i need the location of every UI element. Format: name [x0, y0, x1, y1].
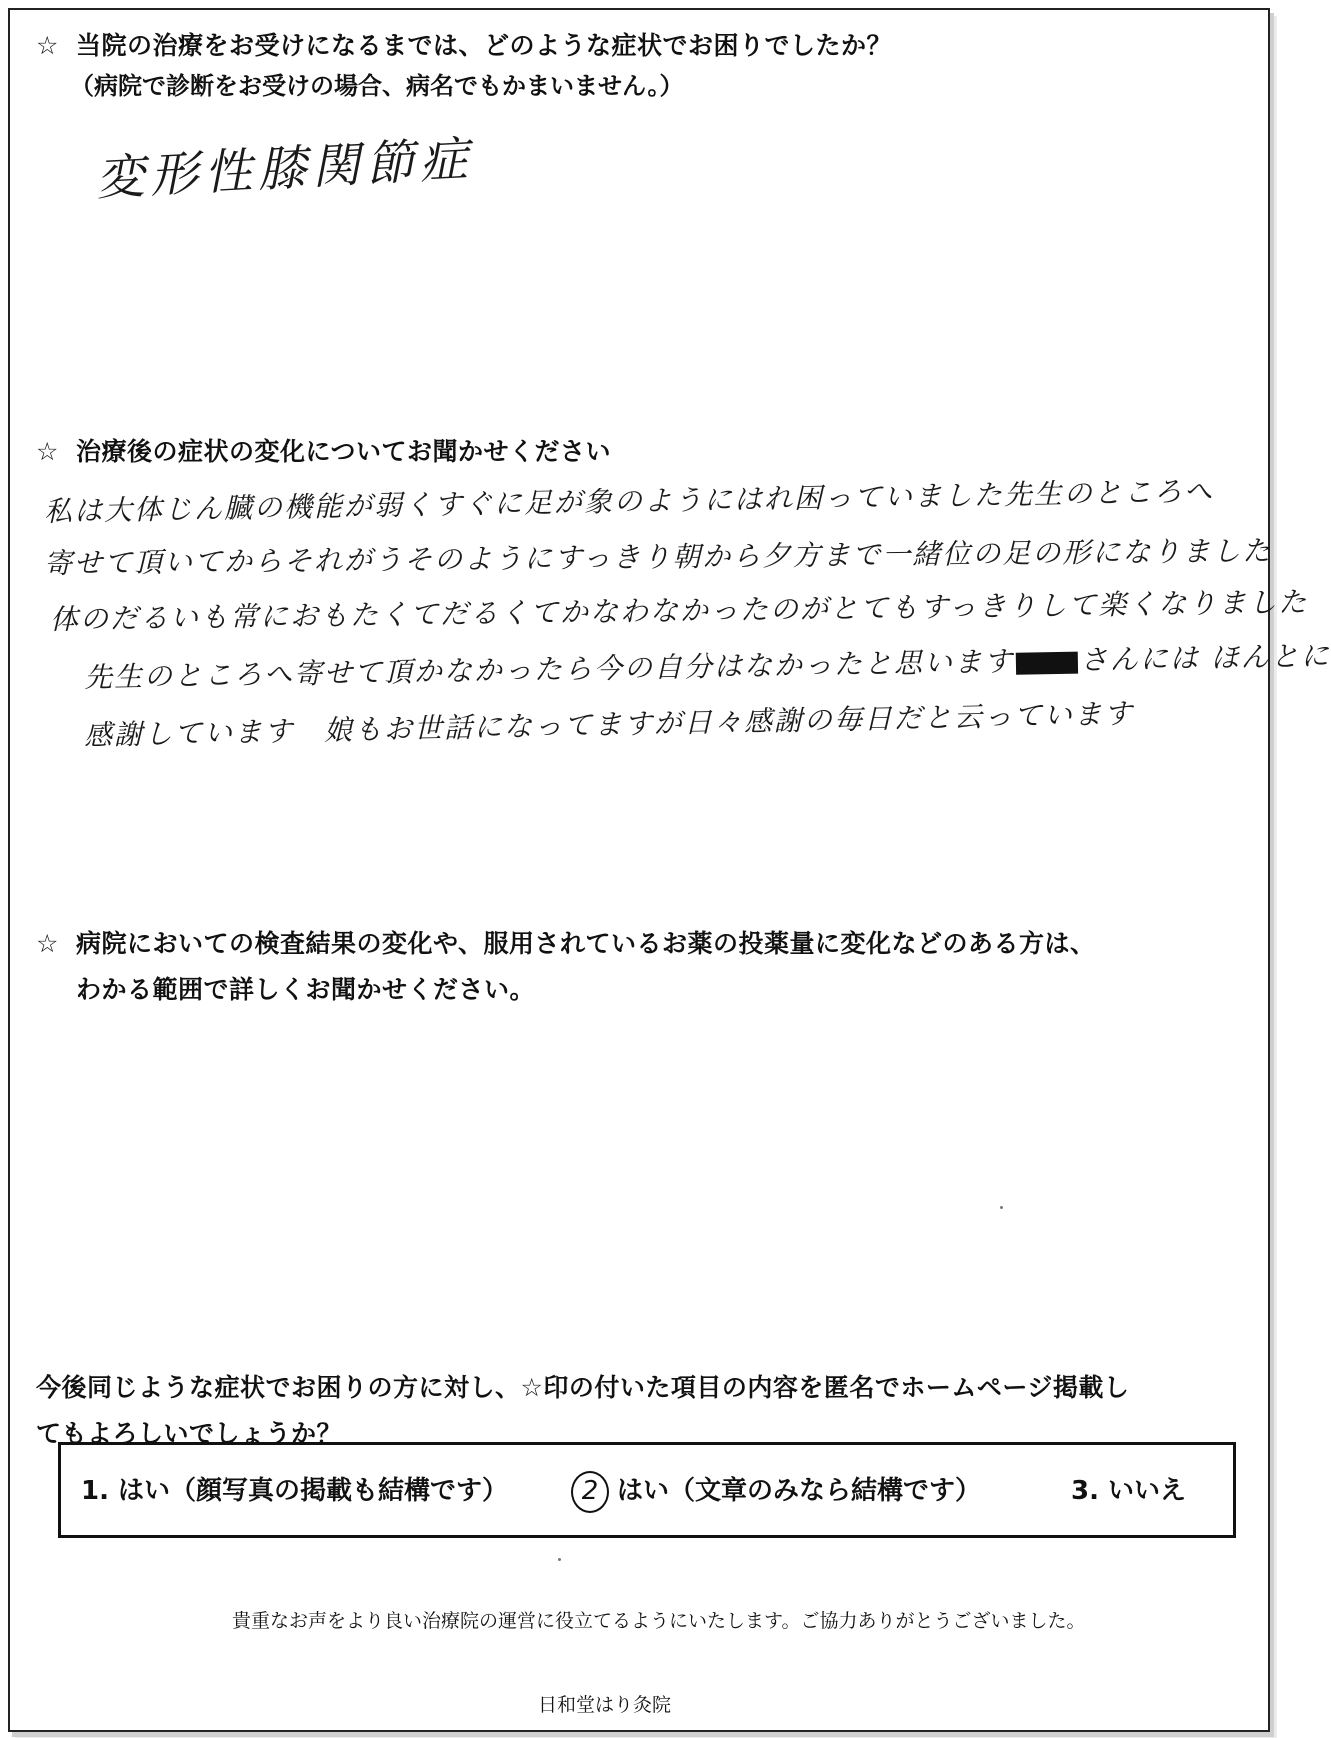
question-2-answer-line-5: 感謝しています 娘もお世話になってますが日々感謝の毎日だと云っています — [83, 697, 1135, 752]
answer-line-4-text: 先生のところへ寄せて頂かなかったら今の自分はなかったと思います — [83, 644, 1015, 694]
question-2 — [36, 432, 611, 472]
star-icon: ☆ — [36, 929, 59, 958]
consent-question-2: てもよろしいでしょうか？ — [36, 1419, 343, 1448]
thanks-message: 貴重なお声をより良い治療院の運営に役立てるようにいたします。ご協力ありがとうございました。 — [232, 1610, 1086, 1632]
star-icon: ☆ — [36, 31, 59, 60]
question-1-answer: 変形性膝関節症 — [94, 131, 476, 207]
question-3-text: 病院においての検査結果の変化や、服用されているお薬の投薬量に変化などのある方は、 — [76, 929, 1096, 958]
redaction-mark — [1016, 651, 1078, 674]
scan-speck — [558, 1558, 561, 1561]
question-2-text: 治療後の症状の変化についてお聞かせください — [76, 437, 612, 466]
question-2-answer-line-1: 私は大体じん臓の機能が弱くすぐに足が象のようにはれ困っていました先生のところへ — [43, 474, 1215, 528]
selected-circle-mark: 2 — [571, 1471, 609, 1513]
question-2-answer-line-2: 寄せて頂いてからそれがうそのようにすっきり朝から夕方まで一緒位の足の形になりました — [43, 534, 1273, 580]
consent-options — [58, 1442, 1236, 1538]
option-3[interactable]: 3. いいえ — [1071, 1476, 1187, 1506]
option-2-label: はい（文章のみなら結構です） — [617, 1476, 982, 1506]
question-2-answer-line-4 — [84, 634, 1331, 696]
scan-speck — [1000, 1206, 1003, 1209]
question-2-answer-line-3: 体のだるいも常におもたくてだるくてかなわなかったのがとてもすっきりして楽くなりました — [49, 585, 1309, 636]
question-1-text: 当院の治療をお受けになるまでは、どのような症状でお困りでしたか？ — [76, 31, 893, 60]
option-1[interactable]: 1. はい（顔写真の掲載も結構です） — [81, 1476, 509, 1506]
question-1 — [36, 26, 892, 66]
answer-line-4-suffix: さんには ほんとに — [1079, 639, 1331, 677]
option-2[interactable] — [571, 1471, 981, 1513]
star-icon: ☆ — [36, 437, 59, 466]
questionnaire-sheet — [8, 8, 1331, 1732]
question-3 — [36, 924, 1096, 964]
question-3-text-2: わかる範囲で詳しくお聞かせください。 — [76, 975, 536, 1004]
clinic-name: 日和堂はり灸院 — [538, 1694, 672, 1716]
question-1-note: （病院で診断をお受けの場合、病名でもかまいません。） — [70, 72, 684, 100]
consent-question: 今後同じような症状でお困りの方に対し、☆印の付いた項目の内容を匿名でホームページ掲載し — [36, 1373, 1130, 1402]
